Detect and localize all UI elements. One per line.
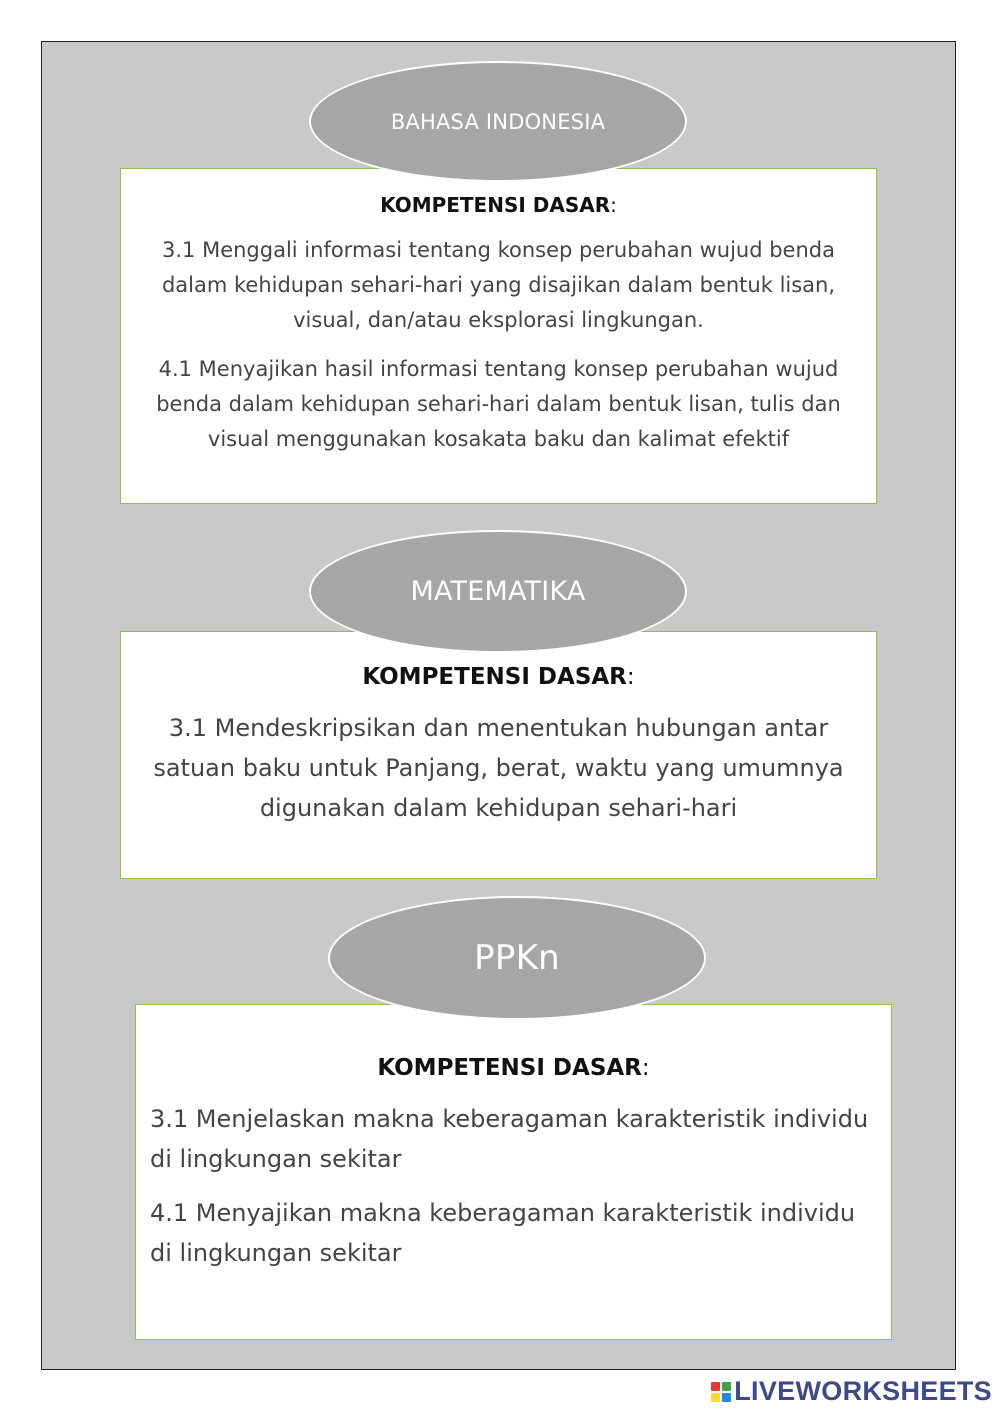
logo-square bbox=[722, 1393, 731, 1402]
kd-box-ppkn bbox=[135, 1004, 892, 1340]
kd-heading: KOMPETENSI DASAR: bbox=[362, 664, 635, 690]
kd-item: 4.1 Menyajikan makna keberagaman karakteristik individu di lingkungan sekitar bbox=[150, 1199, 856, 1267]
watermark-text: LIVEWORKSHEETS bbox=[734, 1376, 992, 1406]
kd-item: 3.1 Mendeskripsikan dan menentukan hubungan antar satuan baku untuk Panjang, berat, waktu yang umumnya digunakan dalam kehidupan sehari-hari bbox=[153, 714, 844, 822]
logo-square bbox=[711, 1393, 720, 1402]
logo-square bbox=[722, 1382, 731, 1391]
kd-item: 3.1 Menggali informasi tentang konsep perubahan wujud benda dalam kehidupan sehari-hari yang disajikan dalam bentuk lisan, visual, dan/atau eksplorasi lingkungan. bbox=[161, 238, 836, 332]
subject-oval-ppkn bbox=[328, 896, 706, 1020]
subject-title: BAHASA INDONESIA bbox=[390, 109, 606, 134]
kd-heading: KOMPETENSI DASAR: bbox=[380, 193, 617, 217]
kd-heading: KOMPETENSI DASAR: bbox=[377, 1055, 650, 1081]
liveworksheets-watermark bbox=[711, 1376, 992, 1407]
kd-box-bahasa-indonesia bbox=[120, 168, 877, 504]
subject-oval-bahasa-indonesia bbox=[309, 61, 687, 182]
logo-square bbox=[711, 1382, 720, 1391]
subject-title: PPKn bbox=[474, 938, 560, 978]
kd-item: 4.1 Menyajikan hasil informasi tentang konsep perubahan wujud benda dalam kehidupan sehari-hari dalam bentuk lisan, tulis dan visual menggunakan kosakata baku dan kalimat efektif bbox=[156, 357, 841, 451]
subject-oval-matematika bbox=[309, 530, 687, 653]
kd-box-matematika bbox=[120, 631, 877, 879]
kd-item: 3.1 Menjelaskan makna keberagaman karakteristik individu di lingkungan sekitar bbox=[150, 1105, 869, 1173]
liveworksheets-logo-icon bbox=[711, 1382, 731, 1402]
subject-title: MATEMATIKA bbox=[410, 576, 586, 607]
